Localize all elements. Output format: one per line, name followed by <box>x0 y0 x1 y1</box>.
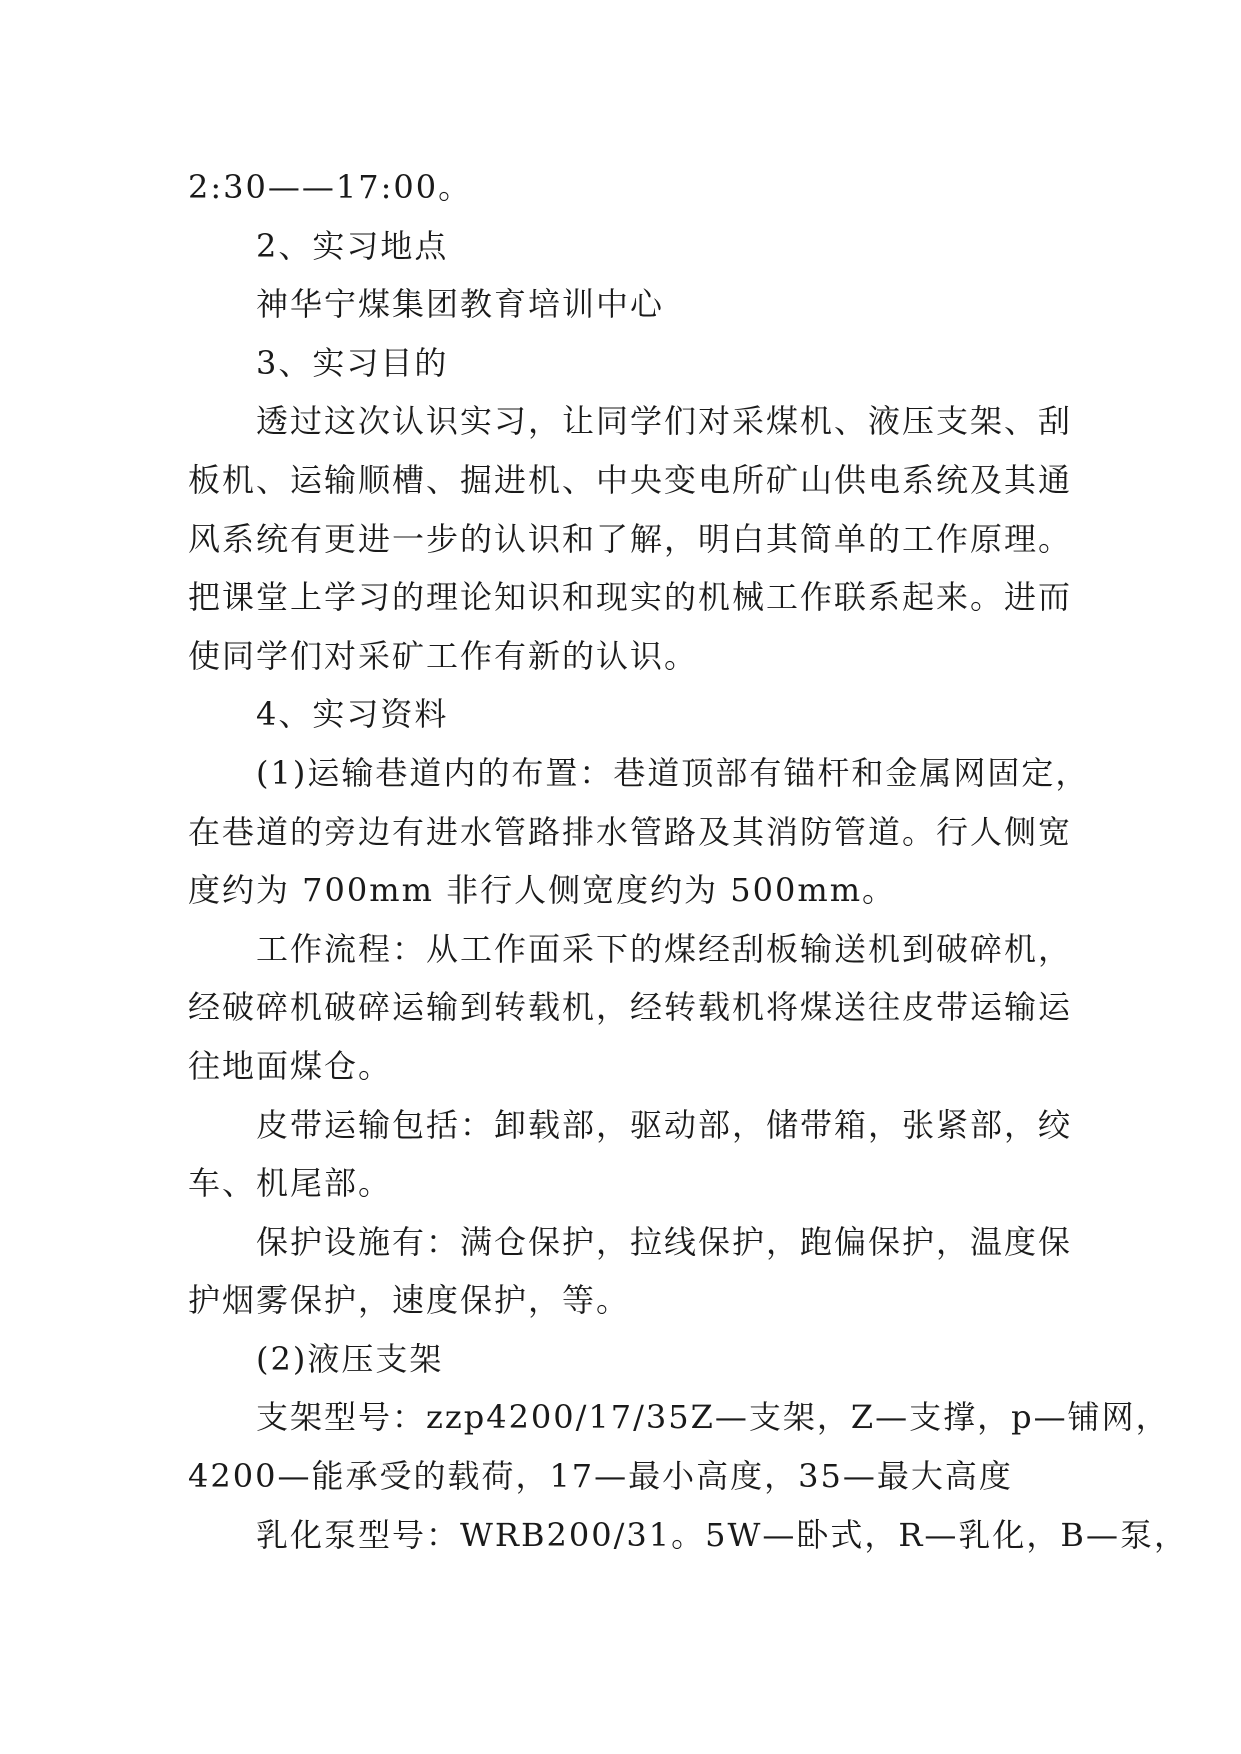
text-line: 度约为 700mm 非行人侧宽度约为 500mm。 <box>188 871 897 910</box>
text-line: 支架型号：zzp4200/17/35Z—支架，Z—支撑，p—铺网， <box>256 1398 1170 1437</box>
text-line: 经破碎机破碎运输到转载机，经转载机将煤送往皮带运输运 <box>188 988 1073 1027</box>
text-line: 在巷道的旁边有进水管路排水管路及其消防管道。行人侧宽 <box>188 812 1073 851</box>
text-line: 2:30——17:00。 <box>188 168 473 206</box>
text-line: 2、实习地点 <box>256 226 449 265</box>
text-line: 工作流程：从工作面采下的煤经刮板输送机到破碎机， <box>256 929 1073 968</box>
text-line: (2)液压支架 <box>256 1339 444 1378</box>
text-line: 4、实习资料 <box>256 695 449 734</box>
text-line: (1)运输巷道内的布置：巷道顶部有锚杆和金属网固定， <box>256 753 1090 792</box>
text-line: 风系统有更进一步的认识和了解，明白其简单的工作原理。 <box>188 519 1073 558</box>
text-line: 3、实习目的 <box>256 343 449 382</box>
document-body <box>188 158 1188 1564</box>
text-line: 神华宁煤集团教育培训中心 <box>256 285 665 324</box>
text-line: 护烟雾保护，速度保护，等。 <box>188 1281 631 1320</box>
text-line: 皮带运输包括：卸载部，驱动部，储带箱，张紧部，绞 <box>256 1105 1073 1144</box>
text-line: 把课堂上学习的理论知识和现实的机械工作联系起来。进而 <box>188 578 1073 617</box>
text-line: 透过这次认识实习，让同学们对采煤机、液压支架、刮 <box>256 402 1073 441</box>
text-line: 板机、运输顺槽、掘进机、中央变电所矿山供电系统及其通 <box>188 460 1073 499</box>
text-line: 往地面煤仓。 <box>188 1046 393 1085</box>
text-line: 车、机尾部。 <box>188 1164 393 1203</box>
text-line: 乳化泵型号：WRB200/31。5W—卧式，R—乳化，B—泵， <box>256 1515 1188 1554</box>
text-line: 使同学们对采矿工作有新的认识。 <box>188 636 699 675</box>
text-line: 4200—能承受的载荷，17—最小高度，35—最大高度 <box>188 1457 1013 1496</box>
text-line: 保护设施有：满仓保护，拉线保护，跑偏保护，温度保 <box>256 1222 1073 1261</box>
